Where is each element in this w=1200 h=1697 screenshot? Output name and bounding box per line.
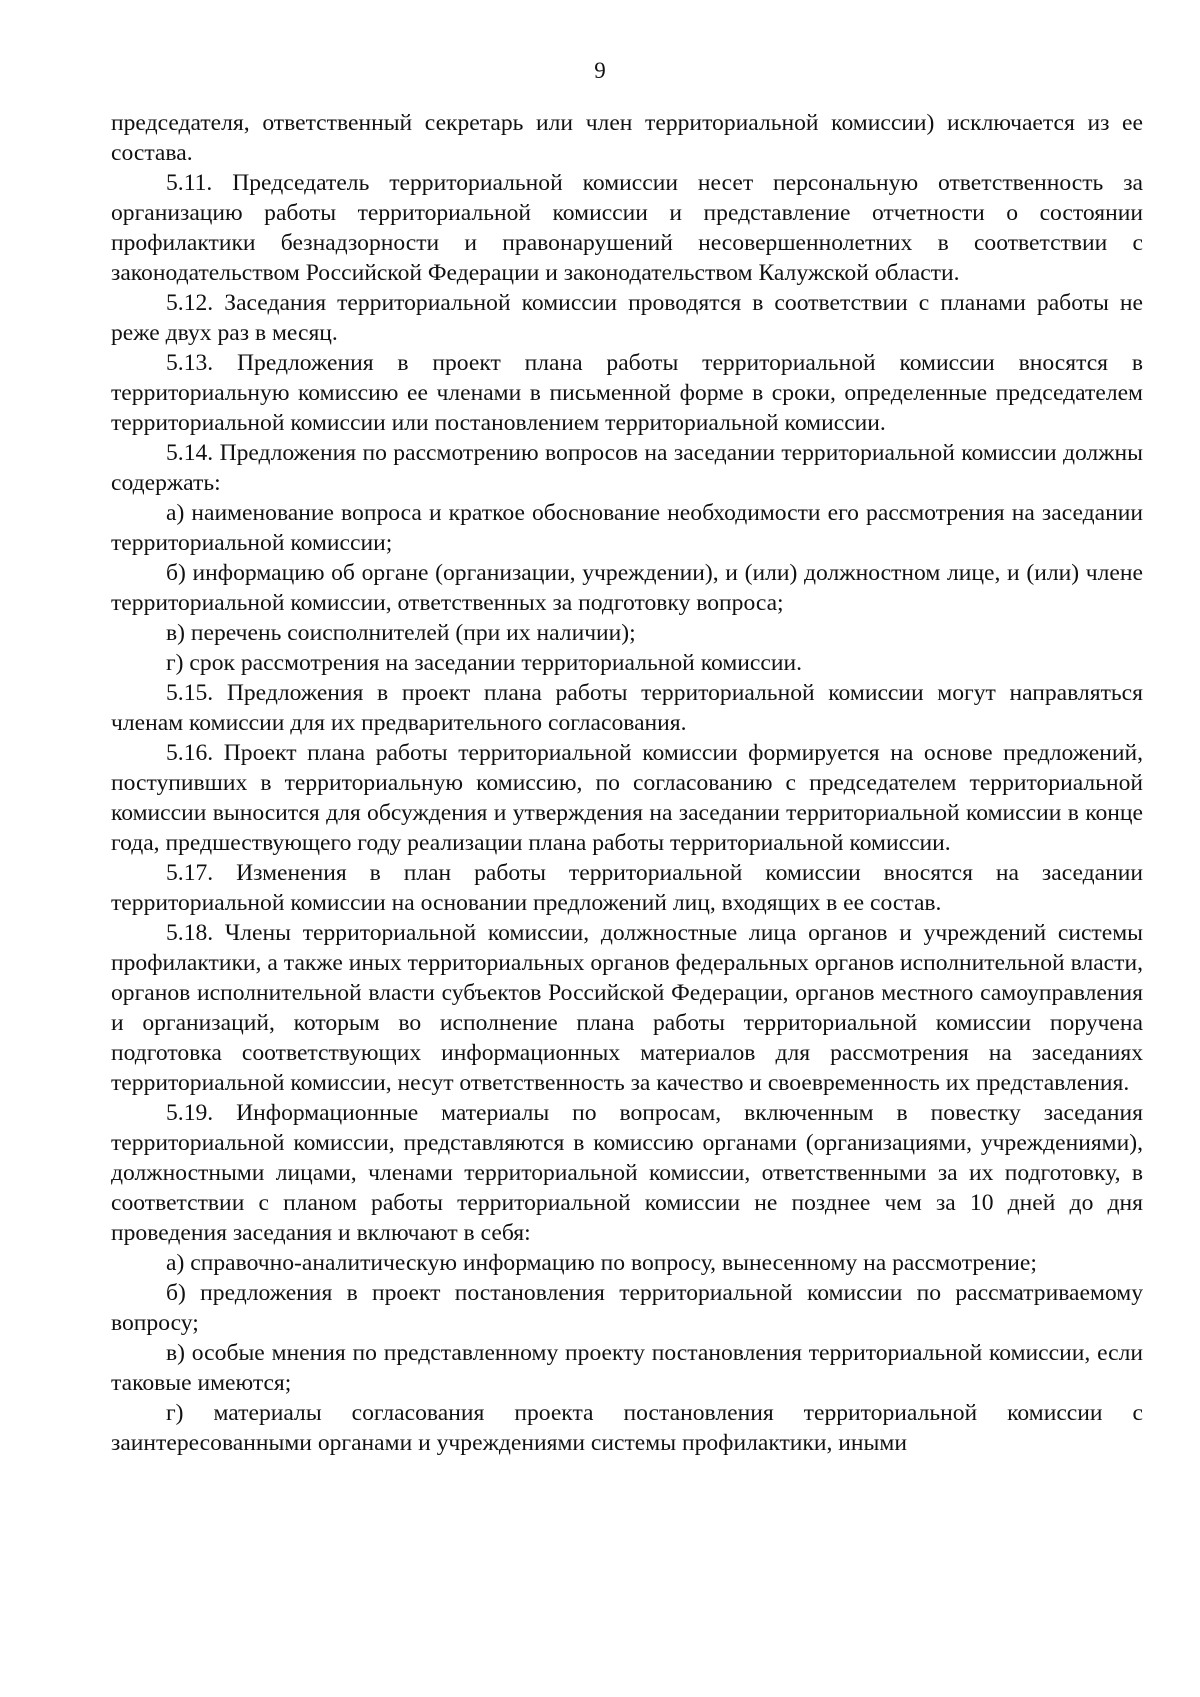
list-item-5-14-v: в) перечень соисполнителей (при их наличии);	[166, 620, 636, 646]
paragraph-5-17: 5.17. Изменения в план работы территориальной комиссии вносятся на заседании территориальной комиссии на основании предложений лиц, входящих в ее состав.	[111, 860, 1143, 916]
list-item-5-19-v: в) особые мнения по представленному проекту постановления территориальной комиссии, если таковые имеются;	[111, 1340, 1143, 1396]
paragraph-5-11: 5.11. Председатель территориальной комиссии несет персональную ответственность за организацию работы территориальной комиссии и представление отчетности о состоянии профилактики безнадзорности и правонарушений несовершеннолетних в соответствии с законодательством Российской Федерации и законодательством Калужской области.	[111, 170, 1143, 286]
paragraph-5-13: 5.13. Предложения в проект плана работы территориальной комиссии вносятся в территориальную комиссию ее членами в письменной форме в сроки, определенные председателем территориальной комиссии или постановлением территориальной комиссии.	[111, 350, 1143, 436]
paragraph-5-16: 5.16. Проект плана работы территориальной комиссии формируется на основе предложений, поступивших в территориальную комиссию, по согласованию с председателем территориальной комиссии выносится для обсуждения и утверждения на заседании территориальной комиссии в конце года, предшествующего году реализации плана работы территориальной комиссии.	[111, 740, 1143, 856]
list-item-5-14-b: б) информацию об органе (организации, учреждении), и (или) должностном лице, и (или) члене территориальной комиссии, ответственных за подготовку вопроса;	[111, 560, 1143, 616]
paragraph-5-15: 5.15. Предложения в проект плана работы территориальной комиссии могут направляться членам комиссии для их предварительного согласования.	[111, 680, 1143, 736]
page-number: 9	[594, 58, 606, 83]
paragraph-continuation: председателя, ответственный секретарь или член территориальной комиссии) исключается из ее состава.	[111, 110, 1143, 166]
paragraph-5-14: 5.14. Предложения по рассмотрению вопросов на заседании территориальной комиссии должны содержать:	[111, 440, 1143, 496]
paragraph-5-19: 5.19. Информационные материалы по вопросам, включенным в повестку заседания территориальной комиссии, представляются в комиссию органами (организациями, учреждениями), должностными лицами, членами территориальной комиссии, ответственными за их подготовку, в соответствии с планом работы территориальной комиссии не позднее чем за 10 дней до дня проведения заседания и включают в себя:	[111, 1100, 1143, 1246]
document-body	[111, 108, 1143, 1458]
list-item-5-19-a: а) справочно-аналитическую информацию по вопросу, вынесенному на рассмотрение;	[166, 1250, 1037, 1276]
paragraph-5-18: 5.18. Члены территориальной комиссии, должностные лица органов и учреждений системы профилактики, а также иных территориальных органов федеральных органов исполнительной власти, органов исполнительной власти субъектов Российской Федерации, органов местного самоуправления и организаций, которым во исполнение плана работы территориальной комиссии поручена подготовка соответствующих информационных материалов для рассмотрения на заседаниях территориальной комиссии, несут ответственность за качество и своевременность их представления.	[111, 920, 1143, 1096]
list-item-5-19-b: б) предложения в проект постановления территориальной комиссии по рассматриваемому вопросу;	[111, 1280, 1143, 1336]
list-item-5-14-g: г) срок рассмотрения на заседании территориальной комиссии.	[166, 650, 802, 676]
list-item-5-19-g: г) материалы согласования проекта постановления территориальной комиссии с заинтересованными органами и учреждениями системы профилактики, иными	[111, 1400, 1143, 1456]
list-item-5-14-a: а) наименование вопроса и краткое обоснование необходимости его рассмотрения на заседании территориальной комиссии;	[111, 500, 1143, 556]
paragraph-5-12: 5.12. Заседания территориальной комиссии проводятся в соответствии с планами работы не реже двух раз в месяц.	[111, 290, 1143, 346]
